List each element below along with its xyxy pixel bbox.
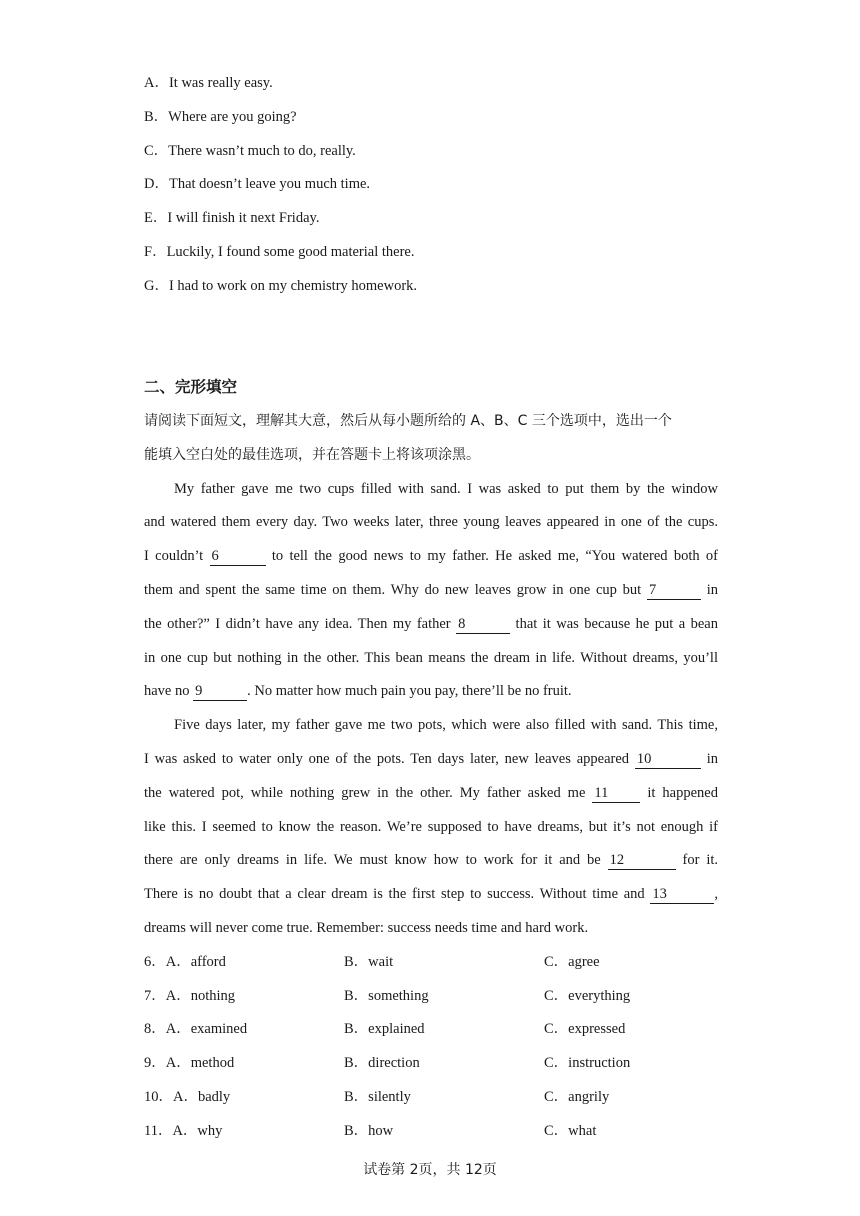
section-title: 二、完形填空: [144, 378, 238, 396]
choice-b[interactable]: B．silently: [344, 1089, 411, 1105]
question-row-6: [144, 952, 744, 972]
choice-c[interactable]: C．expressed: [544, 1021, 626, 1037]
choice-c[interactable]: C．everything: [544, 988, 631, 1004]
choice-b[interactable]: B．wait: [344, 954, 394, 970]
option-d: D．That doesn’t leave you much time.: [144, 176, 371, 192]
choice-c[interactable]: C．angrily: [544, 1089, 610, 1105]
blank-13: 13: [650, 886, 714, 904]
passage-line: there are only dreams in life. We must know how to work for it and be 12 for it.: [144, 852, 719, 868]
question-row-9: [144, 1053, 744, 1073]
choice-a[interactable]: 11．A．why: [144, 1123, 223, 1139]
passage-line: in one cup but nothing in the other. This bean means the dream in life. Without dreams, you’ll: [144, 650, 718, 666]
choice-b[interactable]: B．direction: [344, 1055, 420, 1071]
choice-c[interactable]: C．agree: [544, 954, 600, 970]
section-instruction-line-1: 请阅读下面短文，理解其大意，然后从每小题所给的 A、B、C 三个选项中，选出一个: [144, 413, 672, 429]
passage-line: dreams will never come true. Remember: success needs time and hard work.: [144, 920, 589, 936]
passage-line: and watered them every day. Two weeks later, three young leaves appeared in one of the cups.: [144, 514, 718, 530]
blank-6: 6: [210, 548, 266, 566]
passage-line: I was asked to water only one of the pots. Ten days later, new leaves appeared 10 in: [144, 751, 718, 767]
blank-9: 9: [193, 683, 247, 701]
question-row-10: [144, 1087, 744, 1107]
blank-12: 12: [608, 852, 676, 870]
passage-line: Five days later, my father gave me two pots, which were also filled with sand. This time,: [174, 717, 718, 733]
passage-line: I couldn’t 6 to tell the good news to my father. He asked me, “You watered both of: [144, 548, 719, 564]
choice-a[interactable]: 9．A．method: [144, 1055, 235, 1071]
choice-c[interactable]: C．instruction: [544, 1055, 631, 1071]
blank-8: 8: [456, 616, 510, 634]
section-instruction-line-2: 能填入空白处的最佳选项，并在答题卡上将该项涂黑。: [144, 447, 480, 463]
option-g: G．I had to work on my chemistry homework.: [144, 278, 418, 294]
choice-b[interactable]: B．how: [344, 1123, 394, 1139]
page-footer: 试卷第 2页，共 12页: [363, 1162, 497, 1178]
passage-line: the watered pot, while nothing grew in the other. My father asked me 11 it happened: [144, 785, 718, 801]
choice-b[interactable]: B．explained: [344, 1021, 425, 1037]
blank-11: 11: [592, 785, 640, 803]
passage-line: There is no doubt that a clear dream is the first step to success. Without time and 13 ,: [144, 886, 718, 902]
passage-line: like this. I seemed to know the reason. We’re supposed to have dreams, but it’s not enough if: [144, 819, 718, 835]
option-e: E．I will finish it next Friday.: [144, 210, 320, 226]
question-row-11: [144, 1121, 744, 1141]
choice-a[interactable]: 8．A．examined: [144, 1021, 248, 1037]
question-row-8: [144, 1019, 744, 1039]
option-b: B．Where are you going?: [144, 109, 297, 125]
blank-10: 10: [635, 751, 701, 769]
choice-a[interactable]: 7．A．nothing: [144, 988, 236, 1004]
choice-b[interactable]: B．something: [344, 988, 429, 1004]
choice-a[interactable]: 6．A．afford: [144, 954, 226, 970]
option-f: F．Luckily, I found some good material there.: [144, 244, 415, 260]
question-row-7: [144, 986, 744, 1006]
blank-7: 7: [647, 582, 701, 600]
passage-line: have no 9 . No matter how much pain you pay, there’ll be no fruit.: [144, 683, 572, 699]
choice-a[interactable]: 10．A．badly: [144, 1089, 231, 1105]
passage-line: them and spent the same time on them. Why do new leaves grow in one cup but 7 in: [144, 582, 718, 598]
passage-line: the other?” I didn’t have any idea. Then my father 8 that it was because he put a bean: [144, 616, 718, 632]
option-a: A．It was really easy.: [144, 75, 273, 91]
choice-c[interactable]: C．what: [544, 1123, 597, 1139]
passage-line: My father gave me two cups filled with sand. I was asked to put them by the window: [174, 481, 718, 497]
option-c: C．There wasn’t much to do, really.: [144, 143, 356, 159]
